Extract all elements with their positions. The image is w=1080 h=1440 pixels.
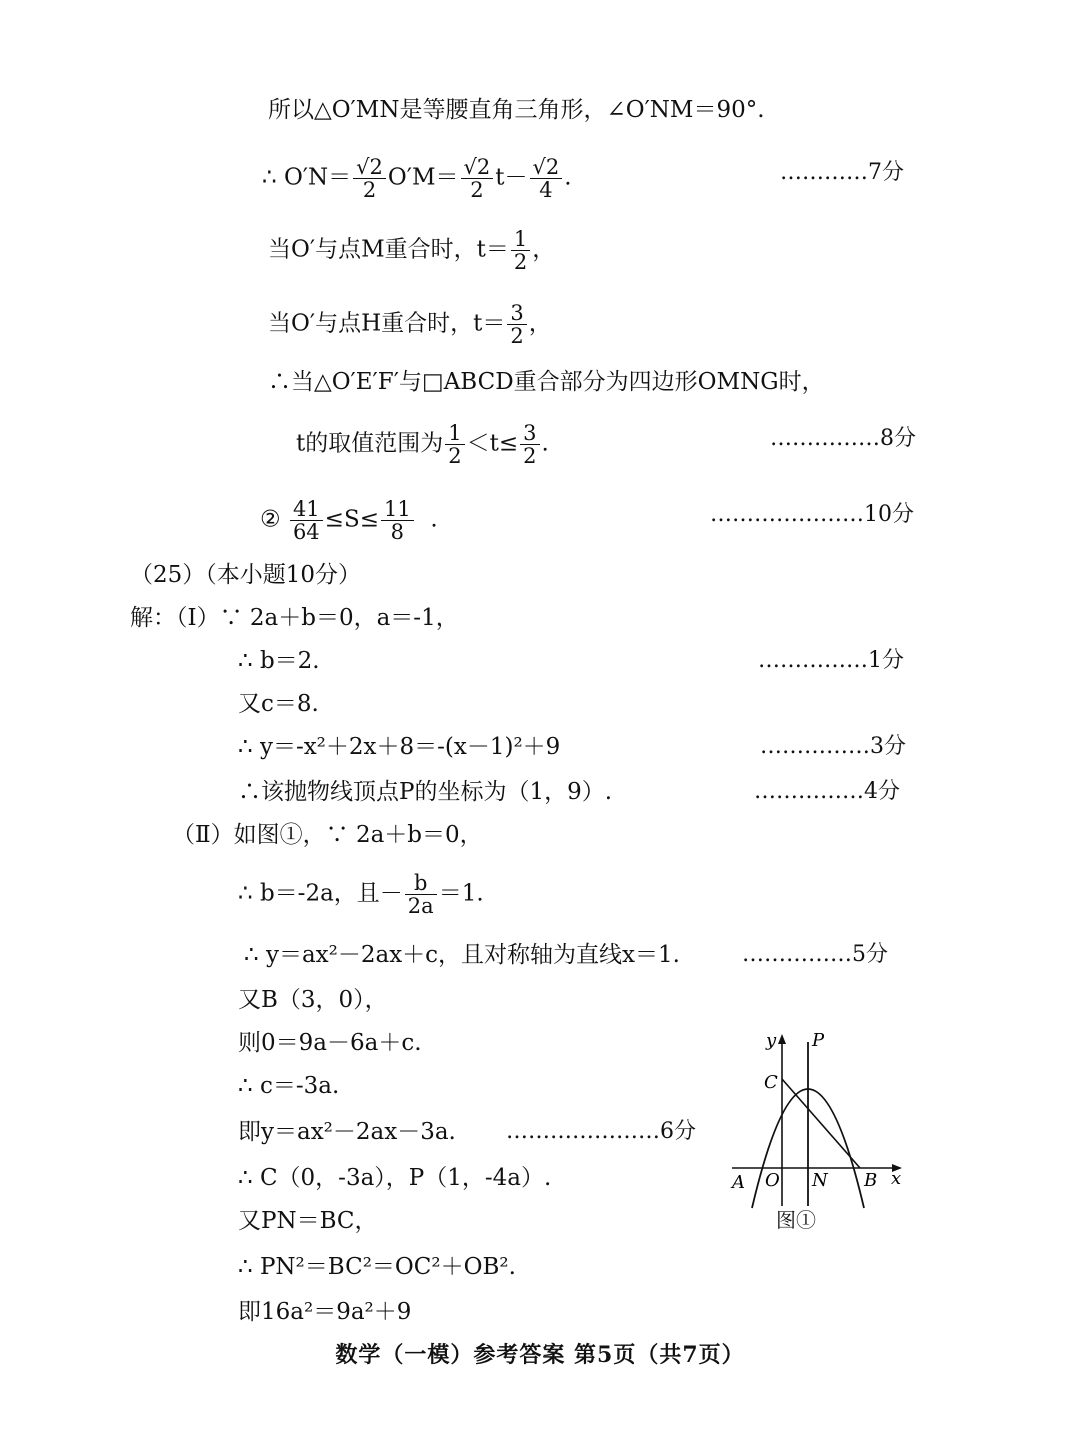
label-y: y: [766, 1030, 777, 1051]
problem-header: （25）（本小题10分）: [130, 562, 362, 588]
fraction: $\frac{11}{8}$: [381, 498, 414, 543]
fraction: $\frac{√2}{2}$: [353, 156, 386, 201]
text: ∴ O′N＝: [262, 164, 352, 191]
formula-line: ∴ O′N＝ $\frac{√2}{2}$ O′M＝ $\frac{√2}{2}$ t－ $\frac{√2}{4}$ .: [262, 155, 572, 202]
text-line: 即y＝ax²－2ax－3a.: [238, 1119, 456, 1145]
label-p: P: [812, 1030, 825, 1051]
text-line: ∴ PN²＝BC²＝OC²＋OB².: [238, 1254, 516, 1280]
fraction: $\frac{3}{2}$: [520, 422, 539, 467]
text-line: 又B（3，0），: [238, 987, 388, 1013]
text-line: ∴ C（0，-3a），P（1，-4a）.: [238, 1165, 552, 1191]
page-footer: 数学（一模）参考答案 第5页（共7页）: [335, 1342, 745, 1368]
formula-line: t的取值范围为 $\frac{1}{2}$ ＜t≤ $\frac{3}{2}$ .: [296, 421, 549, 468]
score-mark: ……………4分: [754, 779, 900, 804]
score-mark: ……………1分: [758, 648, 904, 673]
score-mark: …………………6分: [506, 1119, 696, 1144]
text-line: ∴该抛物线顶点P的坐标为（1，9）.: [238, 779, 613, 805]
score-mark: ……………3分: [760, 734, 906, 759]
text-line: 又PN＝BC，: [238, 1208, 378, 1234]
score-mark: …………7分: [780, 160, 904, 185]
fraction: $\frac{1}{2}$: [445, 422, 464, 467]
text-line: 所以△O′MN是等腰直角三角形，∠O′NM＝90°.: [268, 97, 765, 123]
text-line: ∴ y＝-x²＋2x＋8＝-(x－1)²＋9: [238, 734, 561, 760]
label-n: N: [812, 1170, 828, 1191]
fraction: $\frac{√2}{2}$: [461, 156, 494, 201]
fraction: $\frac{b}{2a}$: [405, 872, 437, 917]
score-mark: ……………8分: [770, 426, 916, 451]
score-mark: …………………10分: [710, 502, 914, 527]
fraction: $\frac{3}{2}$: [507, 302, 526, 347]
fraction: $\frac{√2}{4}$: [530, 156, 563, 201]
formula-line: 当O′与点M重合时，t＝ $\frac{1}{2}$ ，: [268, 227, 556, 274]
text-line: ∴ b＝2.: [238, 648, 320, 674]
label-a: A: [732, 1172, 745, 1193]
formula-line: 当O′与点H重合时，t＝ $\frac{3}{2}$ ，: [268, 301, 552, 348]
text-line: ∴当△O′E′F′与□ABCD重合部分为四边形OMNG时，: [268, 369, 825, 395]
formula-line: ② $\frac{41}{64}$ ≤S≤ $\frac{11}{8}$ .: [260, 497, 438, 544]
text-line: 则0＝9a－6a＋c.: [238, 1030, 422, 1056]
text-line: 解：（Ⅰ）∵ 2a＋b＝0，a＝-1，: [130, 605, 459, 631]
text-line: （Ⅱ）如图①，∵ 2a＋b＝0，: [172, 822, 483, 848]
fraction: $\frac{1}{2}$: [511, 228, 530, 273]
label-o: O: [765, 1170, 780, 1191]
score-mark: ……………5分: [742, 942, 888, 967]
formula-line: ∴ b＝-2a，且－ $\frac{b}{2a}$ ＝1.: [238, 871, 484, 918]
figure-caption: 图①: [776, 1208, 816, 1232]
segment-cb: [782, 1079, 860, 1168]
label-c: C: [764, 1072, 778, 1093]
text-line: ∴ y＝ax²－2ax＋c，且对称轴为直线x＝1.: [244, 942, 680, 968]
text-line: ∴ c＝-3a.: [238, 1073, 340, 1099]
label-x: x: [891, 1168, 902, 1189]
label-b: B: [864, 1170, 878, 1191]
text-line: 又c＝8.: [238, 691, 319, 717]
text-line: 即16a²＝9a²＋9: [238, 1299, 412, 1325]
y-axis-arrow: [778, 1034, 786, 1044]
fraction: $\frac{41}{64}$: [290, 498, 323, 543]
